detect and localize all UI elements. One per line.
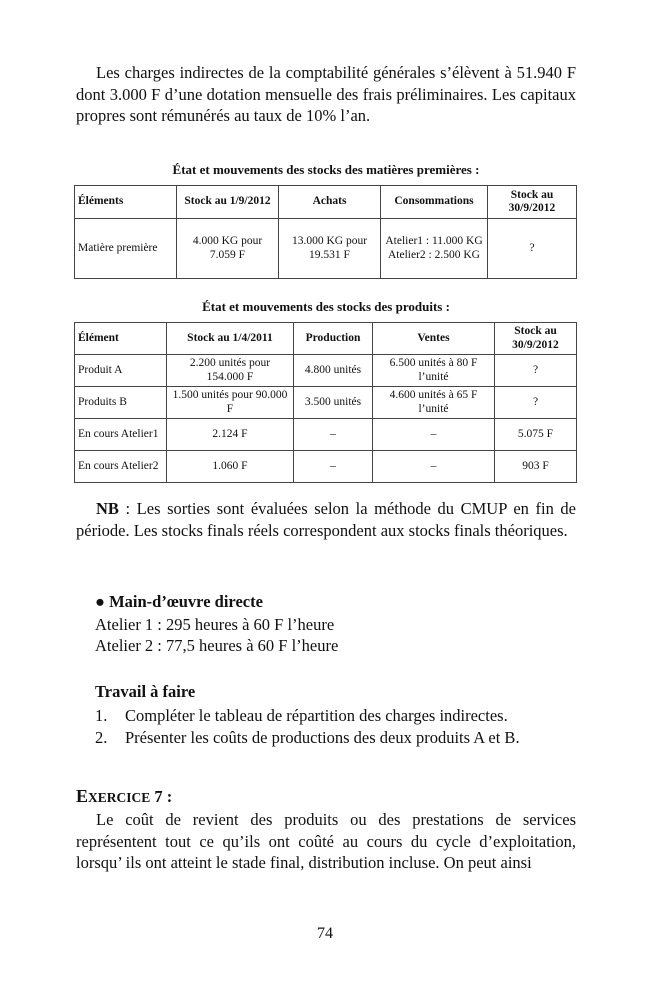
main-oeuvre-heading: ● Main-d’œuvre directe	[95, 592, 263, 611]
table-cell: ?	[488, 219, 577, 279]
table-cell: 4.600 unités à 65 F l’unité	[373, 387, 495, 419]
list-item-text: Compléter le tableau de répartition des charges indirectes.	[125, 706, 508, 725]
list-item-number: 2.	[95, 728, 108, 747]
table-cell: –	[294, 419, 373, 451]
exercise-text: Le coût de revient des produits ou des prestations de services représentent tout ce qu’ils ont coûté au cours du cycle d’exploitation, lorsqu’ ils ont atteint le stade final, distribution incluse. On peut ainsi	[76, 810, 576, 872]
table-header-cell: Stock au 1/9/2012	[177, 186, 279, 219]
main-oeuvre-line: Atelier 2 : 77,5 heures à 60 F l’heure	[95, 636, 339, 655]
table-cell: 4.000 KG pour 7.059 F	[177, 219, 279, 279]
list-item	[95, 706, 508, 726]
table-header-row	[75, 186, 577, 219]
intro-text: Les charges indirectes de la comptabilité générales s’élèvent à 51.940 F dont 3.000 F d’une dotation mensuelle des frais préliminaires. Les capitaux propres sont rémunérés au taux de 10% l’an.	[76, 63, 576, 125]
table-header-cell: Éléments	[75, 186, 177, 219]
table-cell: 1.500 unités pour 90.000 F	[167, 387, 294, 419]
exercise-title-initial: E	[76, 786, 89, 806]
table-cell: 5.075 F	[495, 419, 577, 451]
exercise-title-rest: XERCICE	[88, 790, 151, 805]
table-cell: ?	[495, 387, 577, 419]
main-oeuvre-line: Atelier 1 : 295 heures à 60 F l’heure	[95, 615, 335, 634]
page-number: 74	[317, 925, 333, 942]
table-header-cell: Stock au 1/4/2011	[167, 323, 294, 355]
table-cell: 13.000 KG pour 19.531 F	[279, 219, 381, 279]
table-header-cell: Ventes	[373, 323, 495, 355]
exercise-title	[76, 786, 172, 807]
table-cell: ?	[495, 355, 577, 387]
table-header-row	[75, 323, 577, 355]
nb-text: : Les sorties sont évaluées selon la méthode du CMUP en fin de période. Les stocks finals réels correspondent aux stocks finals théoriques.	[76, 499, 576, 540]
table-cell: En cours Atelier2	[75, 451, 167, 483]
table-cell: 3.500 unités	[294, 387, 373, 419]
exercise-paragraph	[76, 809, 576, 874]
table-header-cell: Stock au 30/9/2012	[488, 186, 577, 219]
list-item	[95, 728, 520, 748]
exercise-title-number: 7 :	[150, 787, 173, 806]
table-cell: Produits B	[75, 387, 167, 419]
table-row	[75, 387, 577, 419]
table-header-cell: Production	[294, 323, 373, 355]
table-row	[75, 219, 577, 279]
travail-heading: Travail à faire	[95, 682, 196, 701]
table-cell: Matière première	[75, 219, 177, 279]
table-header-cell: Élément	[75, 323, 167, 355]
table-row	[75, 355, 577, 387]
table-cell: 903 F	[495, 451, 577, 483]
table-cell: 4.800 unités	[294, 355, 373, 387]
table-cell: 6.500 unités à 80 F l’unité	[373, 355, 495, 387]
products-table	[74, 322, 577, 483]
table-cell: Produit A	[75, 355, 167, 387]
table-cell: 2.200 unités pour 154.000 F	[167, 355, 294, 387]
list-item-number: 1.	[95, 706, 108, 725]
table-cell: Atelier1 : 11.000 KG Atelier2 : 2.500 KG	[381, 219, 488, 279]
table-cell: –	[294, 451, 373, 483]
table-row	[75, 419, 577, 451]
list-item-text: Présenter les coûts de productions des deux produits A et B.	[125, 728, 520, 747]
intro-paragraph	[76, 62, 576, 127]
table2-caption: État et mouvements des stocks des produits :	[202, 299, 450, 314]
table-cell: 1.060 F	[167, 451, 294, 483]
table-cell: En cours Atelier1	[75, 419, 167, 451]
nb-label: NB	[96, 499, 119, 518]
table-header-cell: Stock au 30/9/2012	[495, 323, 577, 355]
table1-caption: État et mouvements des stocks des matières premières :	[172, 162, 480, 177]
nb-paragraph	[76, 498, 576, 541]
raw-materials-table	[74, 185, 577, 279]
table-row	[75, 451, 577, 483]
table-cell: 2.124 F	[167, 419, 294, 451]
table-cell: –	[373, 451, 495, 483]
table-header-cell: Consommations	[381, 186, 488, 219]
table-cell: –	[373, 419, 495, 451]
table-header-cell: Achats	[279, 186, 381, 219]
